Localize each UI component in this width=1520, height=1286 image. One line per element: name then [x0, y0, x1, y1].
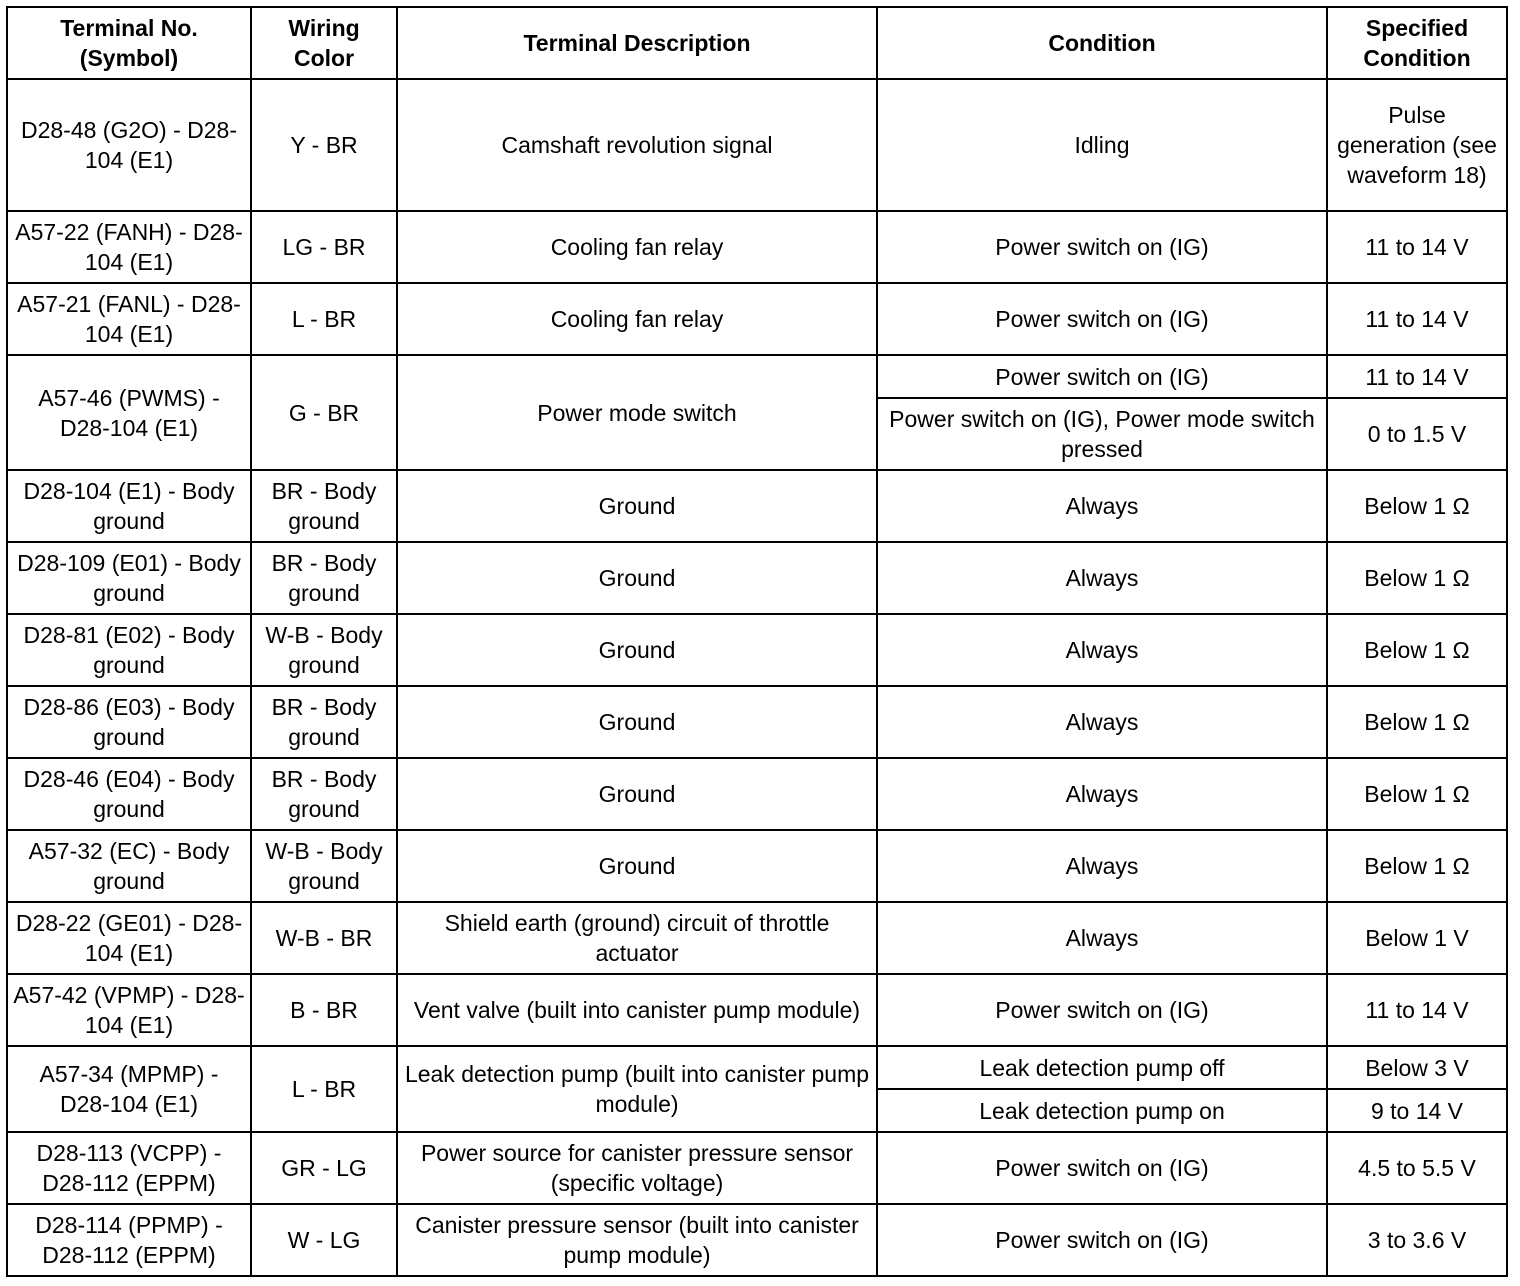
cell-specified-condition: 3 to 3.6 V: [1327, 1204, 1507, 1276]
cell-specified-condition: Pulse generation (see waveform 18): [1327, 79, 1507, 211]
cell-wiring-color: L - BR: [251, 283, 397, 355]
cell-condition: Always: [877, 686, 1327, 758]
cell-terminal: D28-48 (G2O) - D28-104 (E1): [7, 79, 251, 211]
cell-description: Power source for canister pressure sensor (specific voltage): [397, 1132, 877, 1204]
table-row: [7, 211, 1507, 283]
cell-condition: Power switch on (IG): [877, 1204, 1327, 1276]
cell-condition: Power switch on (IG): [877, 211, 1327, 283]
cell-specified-condition: 0 to 1.5 V: [1327, 398, 1507, 470]
cell-specified-condition: 11 to 14 V: [1327, 974, 1507, 1046]
cell-specified-condition: Below 1 V: [1327, 902, 1507, 974]
cell-description: Cooling fan relay: [397, 283, 877, 355]
cell-condition: Idling: [877, 79, 1327, 211]
table-header: [7, 7, 1507, 79]
table-row: [7, 758, 1507, 830]
cell-specified-condition: 11 to 14 V: [1327, 355, 1507, 398]
cell-wiring-color: B - BR: [251, 974, 397, 1046]
table-row: [7, 283, 1507, 355]
cell-condition: Power switch on (IG), Power mode switch pressed: [877, 398, 1327, 470]
header-specified-condition: Specified Condition: [1327, 7, 1507, 79]
cell-wiring-color: Y - BR: [251, 79, 397, 211]
cell-wiring-color: G - BR: [251, 355, 397, 470]
header-description: Terminal Description: [397, 7, 877, 79]
cell-specified-condition: Below 1 Ω: [1327, 470, 1507, 542]
table-row: [7, 686, 1507, 758]
table-body: [7, 79, 1507, 1276]
cell-condition: Leak detection pump off: [877, 1046, 1327, 1089]
cell-condition: Power switch on (IG): [877, 974, 1327, 1046]
cell-condition: Always: [877, 902, 1327, 974]
cell-wiring-color: LG - BR: [251, 211, 397, 283]
cell-specified-condition: 11 to 14 V: [1327, 211, 1507, 283]
cell-specified-condition: Below 1 Ω: [1327, 830, 1507, 902]
cell-specified-condition: Below 1 Ω: [1327, 758, 1507, 830]
cell-terminal: A57-34 (MPMP) - D28-104 (E1): [7, 1046, 251, 1132]
header-wiring-color: Wiring Color: [251, 7, 397, 79]
cell-wiring-color: W-B - Body ground: [251, 614, 397, 686]
table-row: [7, 1046, 1507, 1089]
cell-terminal: A57-46 (PWMS) - D28-104 (E1): [7, 355, 251, 470]
cell-condition: Always: [877, 830, 1327, 902]
table-row: [7, 902, 1507, 974]
cell-terminal: D28-46 (E04) - Body ground: [7, 758, 251, 830]
cell-description: Ground: [397, 686, 877, 758]
cell-condition: Power switch on (IG): [877, 283, 1327, 355]
cell-wiring-color: W-B - BR: [251, 902, 397, 974]
table-row: [7, 79, 1507, 211]
cell-specified-condition: Below 1 Ω: [1327, 686, 1507, 758]
cell-condition: Always: [877, 758, 1327, 830]
cell-condition: Always: [877, 542, 1327, 614]
cell-specified-condition: Below 1 Ω: [1327, 542, 1507, 614]
cell-description: Ground: [397, 542, 877, 614]
terminal-spec-table: [6, 6, 1508, 1277]
cell-description: Ground: [397, 830, 877, 902]
cell-specified-condition: Below 3 V: [1327, 1046, 1507, 1089]
cell-terminal: D28-81 (E02) - Body ground: [7, 614, 251, 686]
cell-terminal: A57-42 (VPMP) - D28-104 (E1): [7, 974, 251, 1046]
cell-description: Leak detection pump (built into canister pump module): [397, 1046, 877, 1132]
header-terminal: Terminal No. (Symbol): [7, 7, 251, 79]
cell-specified-condition: Below 1 Ω: [1327, 614, 1507, 686]
cell-specified-condition: 11 to 14 V: [1327, 283, 1507, 355]
table-row: [7, 614, 1507, 686]
cell-description: Camshaft revolution signal: [397, 79, 877, 211]
table-row: [7, 542, 1507, 614]
table-row: [7, 974, 1507, 1046]
cell-condition: Always: [877, 614, 1327, 686]
cell-terminal: D28-104 (E1) - Body ground: [7, 470, 251, 542]
cell-description: Ground: [397, 614, 877, 686]
cell-wiring-color: BR - Body ground: [251, 758, 397, 830]
table-row: [7, 355, 1507, 398]
cell-wiring-color: BR - Body ground: [251, 470, 397, 542]
header-condition: Condition: [877, 7, 1327, 79]
cell-description: Ground: [397, 470, 877, 542]
cell-wiring-color: L - BR: [251, 1046, 397, 1132]
table-row: [7, 1132, 1507, 1204]
cell-wiring-color: GR - LG: [251, 1132, 397, 1204]
cell-terminal: D28-114 (PPMP) - D28-112 (EPPM): [7, 1204, 251, 1276]
cell-terminal: A57-22 (FANH) - D28-104 (E1): [7, 211, 251, 283]
cell-terminal: D28-109 (E01) - Body ground: [7, 542, 251, 614]
cell-specified-condition: 4.5 to 5.5 V: [1327, 1132, 1507, 1204]
cell-terminal: A57-21 (FANL) - D28-104 (E1): [7, 283, 251, 355]
table-row: [7, 1204, 1507, 1276]
cell-condition: Power switch on (IG): [877, 1132, 1327, 1204]
cell-description: Shield earth (ground) circuit of throttle actuator: [397, 902, 877, 974]
cell-terminal: D28-113 (VCPP) - D28-112 (EPPM): [7, 1132, 251, 1204]
cell-description: Cooling fan relay: [397, 211, 877, 283]
cell-wiring-color: W - LG: [251, 1204, 397, 1276]
cell-description: Power mode switch: [397, 355, 877, 470]
cell-condition: Always: [877, 470, 1327, 542]
cell-condition: Leak detection pump on: [877, 1089, 1327, 1132]
cell-specified-condition: 9 to 14 V: [1327, 1089, 1507, 1132]
cell-terminal: D28-86 (E03) - Body ground: [7, 686, 251, 758]
cell-terminal: A57-32 (EC) - Body ground: [7, 830, 251, 902]
header-row: [7, 7, 1507, 79]
table-row: [7, 470, 1507, 542]
cell-description: Vent valve (built into canister pump module): [397, 974, 877, 1046]
cell-description: Ground: [397, 758, 877, 830]
cell-wiring-color: W-B - Body ground: [251, 830, 397, 902]
cell-terminal: D28-22 (GE01) - D28-104 (E1): [7, 902, 251, 974]
cell-condition: Power switch on (IG): [877, 355, 1327, 398]
cell-wiring-color: BR - Body ground: [251, 542, 397, 614]
cell-wiring-color: BR - Body ground: [251, 686, 397, 758]
table-row: [7, 830, 1507, 902]
cell-description: Canister pressure sensor (built into canister pump module): [397, 1204, 877, 1276]
